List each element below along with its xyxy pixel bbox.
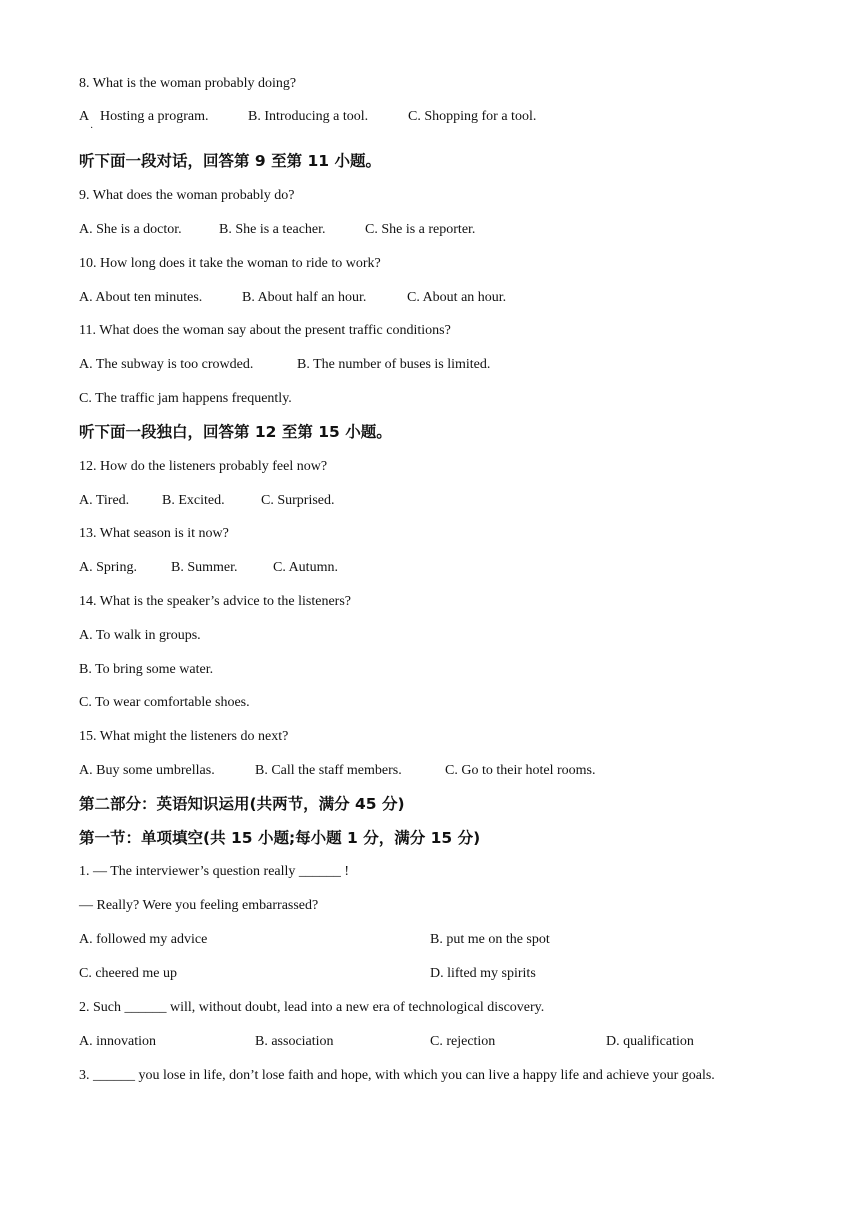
section-heading-monologue: 听下面一段独白，回答第 12 至第 15 小题。	[79, 423, 392, 441]
q8-option-c: C. Shopping for a tool.	[408, 109, 537, 124]
q13-stem: 13. What season is it now?	[79, 526, 229, 541]
q8-option-b: B. Introducing a tool.	[248, 109, 369, 124]
q13-option-a: A. Spring.	[79, 560, 137, 575]
q14-stem: 14. What is the speaker’s advice to the listeners?	[79, 594, 352, 609]
q8-option-a-letter: A	[79, 109, 90, 124]
q11-option-b: B. The number of buses is limited.	[297, 357, 491, 372]
q10-option-c: C. About an hour.	[407, 290, 507, 305]
g1-option-c: C. cheered me up	[79, 966, 177, 981]
q9-option-c: C. She is a reporter.	[365, 222, 476, 237]
q8-option-a: Hosting a program.	[100, 109, 209, 124]
g2-option-c: C. rejection	[430, 1034, 496, 1049]
q9-option-b: B. She is a teacher.	[219, 222, 326, 237]
q13-option-b: B. Summer.	[171, 560, 238, 575]
q15-option-a: A. Buy some umbrellas.	[79, 763, 215, 778]
q11-option-a: A. The subway is too crowded.	[79, 357, 254, 372]
g1-option-a: A. followed my advice	[79, 932, 208, 947]
q15-stem: 15. What might the listeners do next?	[79, 729, 289, 744]
g2-option-a: A. innovation	[79, 1034, 156, 1049]
q14-option-c: C. To wear comfortable shoes.	[79, 695, 250, 710]
g1-stem: 1. — The interviewer’s question really ______ !	[79, 864, 350, 879]
q11-option-c: C. The traffic jam happens frequently.	[79, 391, 292, 406]
q13-option-c: C. Autumn.	[273, 560, 338, 575]
g3-stem: 3. ______ you lose in life, don’t lose faith and hope, with which you can live a happy life and achieve your goals.	[79, 1068, 715, 1083]
q9-stem: 9. What does the woman probably do?	[79, 188, 295, 203]
q10-option-a: A. About ten minutes.	[79, 290, 203, 305]
q12-stem: 12. How do the listeners probably feel now?	[79, 459, 328, 474]
q12-option-b: B. Excited.	[162, 493, 225, 508]
g2-option-d: D. qualification	[606, 1034, 694, 1049]
g1-option-d: D. lifted my spirits	[430, 966, 536, 981]
section-one-heading: 第一节：单项填空(共 15 小题;每小题 1 分，满分 15 分)	[79, 829, 481, 847]
g2-option-b: B. association	[255, 1034, 334, 1049]
q8-stem: 8. What is the woman probably doing?	[79, 76, 297, 91]
q10-option-b: B. About half an hour.	[242, 290, 367, 305]
q15-option-b: B. Call the staff members.	[255, 763, 402, 778]
q14-option-b: B. To bring some water.	[79, 662, 214, 677]
part-two-heading: 第二部分：英语知识运用(共两节，满分 45 分)	[79, 795, 405, 813]
q15-option-c: C. Go to their hotel rooms.	[445, 763, 596, 778]
q11-stem: 11. What does the woman say about the present traffic conditions?	[79, 323, 451, 338]
q14-option-a: A. To walk in groups.	[79, 628, 201, 643]
section-heading-dialogue: 听下面一段对话，回答第 9 至第 11 小题。	[79, 152, 381, 170]
g1-option-b: B. put me on the spot	[430, 932, 550, 947]
dot-mark: ·	[90, 123, 94, 134]
g1-reply: — Really? Were you feeling embarrassed?	[79, 898, 319, 913]
q12-option-c: C. Surprised.	[261, 493, 335, 508]
q9-option-a: A. She is a doctor.	[79, 222, 182, 237]
g2-stem: 2. Such ______ will, without doubt, lead into a new era of technological discovery.	[79, 1000, 545, 1015]
q12-option-a: A. Tired.	[79, 493, 130, 508]
q10-stem: 10. How long does it take the woman to ride to work?	[79, 256, 381, 271]
